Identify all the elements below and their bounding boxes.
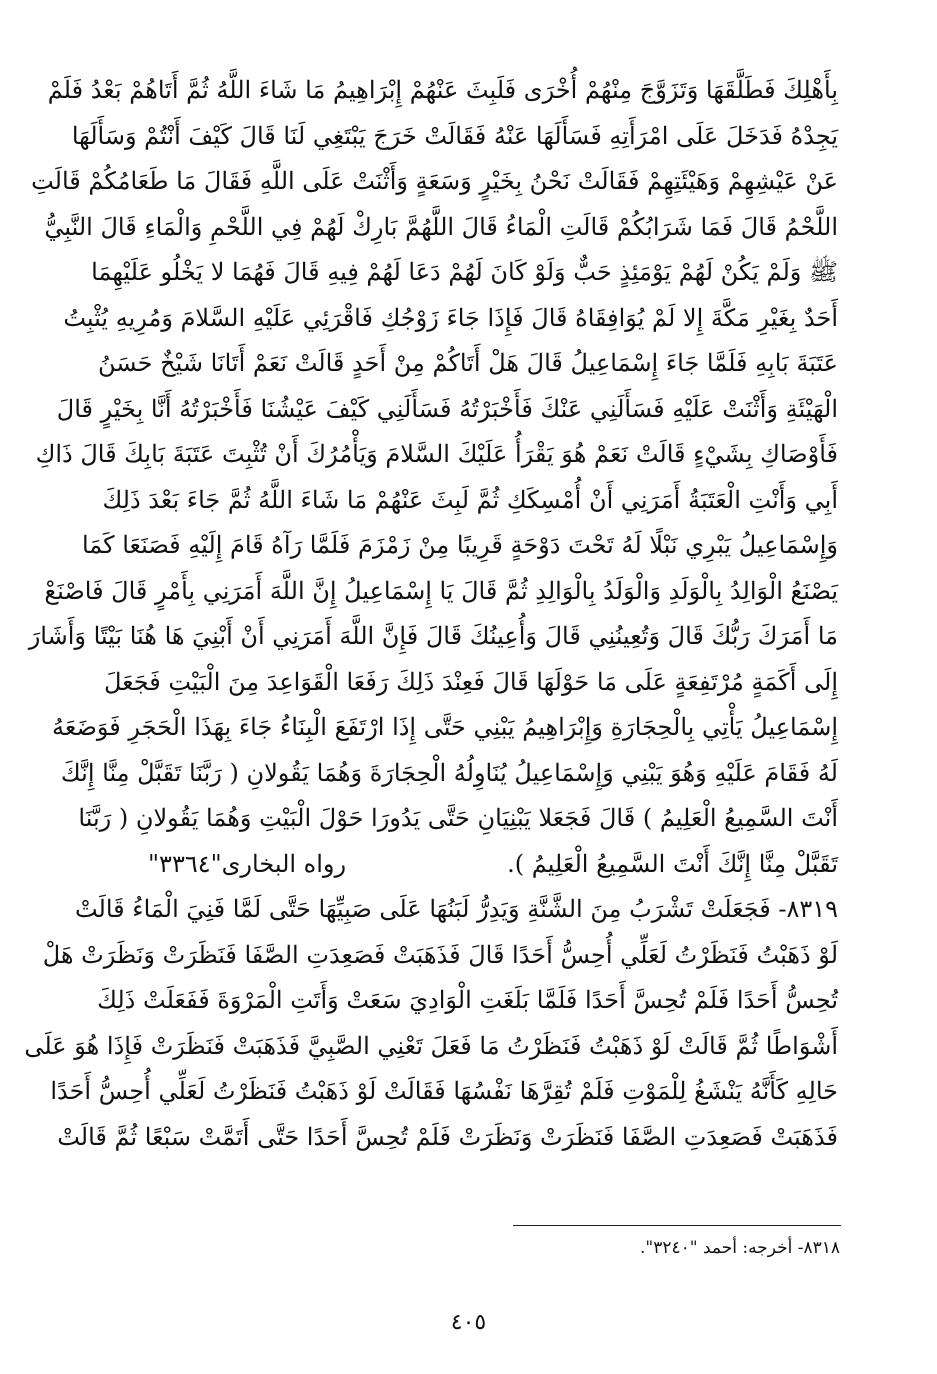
body-text <box>24 68 838 1160</box>
text-line: حَالِهِ كَأَنَّهُ يَنْشَغُ لِلْمَوْتِ فَلَمْ تُقِرَّهَا نَفْسُهَا فَقَالَتْ لَوْ ذَهَبْتُ فَنَظَرْتُ لَعَلِّي أُحِسُّ أَحَدًا <box>50 1077 838 1105</box>
text-line: ﷺ وَلَمْ يَكُنْ لَهُمْ يَوْمَئِذٍ حَبٌّ وَلَوْ كَانَ لَهُمْ دَعَا لَهُمْ فِيهِ قَالَ فَهُمَا لا يَخْلُو عَلَيْهِمَا <box>91 258 838 286</box>
hadith-end-text: تَقَبَّلْ مِنَّا إِنَّكَ أَنْتَ السَّمِيعُ الْعَلِيمُ ). <box>507 849 838 878</box>
text-line: فَذَهَبَتْ فَصَعِدَتِ الصَّفَا فَنَظَرَتْ وَنَظَرَتْ فَلَمْ تُحِسَّ أَحَدًا حَتَّى أَتَمَّتْ سَبْعًا ثُمَّ قَالَتْ <box>57 1122 838 1151</box>
text-line: لَوْ ذَهَبْتُ فَنَظَرْتُ لَعَلِّي أُحِسُّ أَحَدًا قَالَ فَذَهَبَتْ فَصَعِدَتِ الصَّفَا فَنَظَرَتْ وَنَظَرَتْ هَلْ <box>42 940 838 969</box>
text-line: اللَّحْمُ قَالَ فَمَا شَرَابُكُمْ قَالَتِ الْمَاءُ قَالَ اللَّهُمَّ بَارِكْ لَهُمْ فِي اللَّحْمِ وَالْمَاءِ قَالَ النَّبِيُّ <box>44 212 838 241</box>
text-line: يَصْنَعُ الْوَالِدُ بِالْوَلَدِ وَالْوَلَدُ بِالْوَالِدِ ثُمَّ قَالَ يَا إِسْمَاعِيلُ إِنَّ اللَّهَ أَمَرَنِي بِأَمْرٍ قَالَ فَاصْنَعْ <box>44 576 838 605</box>
text-line: لَهُ فَقَامَ عَلَيْهِ وَهُوَ يَبْنِي وَإِسْمَاعِيلُ يُنَاوِلُهُ الْحِجَارَةَ وَهُمَا يَقُولانِ ( رَبَّنَا تَقَبَّلْ مِنَّا إِنَّكَ <box>60 758 838 787</box>
footnote-divider <box>513 1225 841 1226</box>
text-line: أَبِي وَأَنْتِ الْعَتَبَةُ أَمَرَنِي أَنْ أُمْسِكَكِ ثُمَّ لَبِثَ عَنْهُمْ مَا شَاءَ اللَّهُ ثُمَّ جَاءَ بَعْدَ ذَلِكَ <box>102 485 838 514</box>
text-line: مَا أَمَرَكَ رَبُّكَ قَالَ وَتُعِينُنِي قَالَ وَأُعِينُكَ قَالَ فَإِنَّ اللَّهَ أَمَرَنِي أَنْ أَبْنِيَ هَا هُنَا بَيْتًا وَأَشَارَ <box>28 622 838 650</box>
text-line: ٨٣١٩- فَجَعَلَتْ تَشْرَبُ مِنَ الشَّنَّةِ وَيَدِرُّ لَبَنُهَا عَلَى صَبِيِّهَا حَتَّى لَمَّا فَنِيَ الْمَاءُ قَالَتْ <box>74 895 838 923</box>
text-line: أَحَدٌ بِغَيْرِ مَكَّةَ إِلا لَمْ يُوَافِقَاهُ قَالَ فَإِذَا جَاءَ زَوْجُكِ فَاقْرَئِي عَلَيْهِ السَّلامَ وَمُرِيهِ يُثْبِتُ <box>63 303 838 332</box>
text-line: بِأَهْلِكَ فَطَلَّقَهَا وَتَزَوَّجَ مِنْهُمْ أُخْرَى فَلَبِثَ عَنْهُمْ إِبْرَاهِيمُ مَا شَاءَ اللَّهُ ثُمَّ أَتَاهُمْ بَعْدُ فَلَمْ <box>47 76 838 104</box>
text-line: تُحِسُّ أَحَدًا فَلَمْ تُحِسَّ أَحَدًا فَلَمَّا بَلَغَتِ الْوَادِيَ سَعَتْ وَأَتَتِ الْمَرْوَةَ فَفَعَلَتْ ذَلِكَ <box>97 986 838 1014</box>
text-line: إِلَى أَكَمَةٍ مُرْتَفِعَةٍ عَلَى مَا حَوْلَهَا قَالَ فَعِنْدَ ذَلِكَ رَفَعَا الْقَوَاعِدَ مِنَ الْبَيْتِ فَجَعَلَ <box>104 667 838 696</box>
text-line: عَنْ عَيْشِهِمْ وَهَيْئَتِهِمْ فَقَالَتْ نَحْنُ بِخَيْرٍ وَسَعَةٍ وَأَثْنَتْ عَلَى اللَّهِ فَقَالَ مَا طَعَامُكُمْ قَالَتِ <box>31 167 838 195</box>
footnote: ٨٣١٨- أخرجه: أحمد "٣٢٤٠". <box>639 1238 840 1258</box>
text-line: فَأَوْصَاكِ بِشَيْءٍ قَالَتْ نَعَمْ هُوَ يَقْرَأُ عَلَيْكَ السَّلامَ وَيَأْمُرُكَ أَنْ تُثْبِتَ عَتَبَةَ بَابِكَ قَالَ ذَاكِ <box>35 440 838 468</box>
text-line: يَجِدْهُ فَدَخَلَ عَلَى امْرَأَتِهِ فَسَأَلَهَا عَنْهُ فَقَالَتْ خَرَجَ يَبْتَغِي لَنَا قَالَ كَيْفَ أَنْتُمْ وَسَأَلَهَا <box>71 121 838 150</box>
hadith-citation: رواه البخارى"٣٣٦٤" <box>148 849 347 878</box>
page-number: ٤٠٥ <box>450 1310 487 1335</box>
text-line: أَنْتَ السَّمِيعُ الْعَلِيمُ ) قَالَ فَجَعَلا يَبْنِيَانِ حَتَّى يَدُورَا حَوْلَ الْبَيْتِ وَهُمَا يَقُولانِ ( رَبَّنَا <box>78 804 838 832</box>
text-line: إِسْمَاعِيلُ يَأْتِي بِالْحِجَارَةِ وَإِبْرَاهِيمُ يَبْنِي حَتَّى إِذَا ارْتَفَعَ الْبِنَاءُ جَاءَ بِهَذَا الْحَجَرِ فَوَضَعَهُ <box>52 713 838 741</box>
text-line: الْهَيْئَةِ وَأَثْنَتْ عَلَيْهِ فَسَأَلَنِي عَنْكَ فَأَخْبَرْتُهُ فَسَأَلَنِي كَيْفَ عَيْشُنَا فَأَخْبَرْتُهُ أَنَّا بِخَيْرٍ قَالَ <box>56 394 838 423</box>
text-line: أَشْوَاطًا ثُمَّ قَالَتْ لَوْ ذَهَبْتُ فَنَظَرْتُ مَا فَعَلَ تَعْنِي الصَّبِيَّ فَذَهَبَتْ فَنَظَرَتْ فَإِذَا هُوَ عَلَى <box>24 1031 838 1060</box>
hadith-end-line <box>118 842 838 888</box>
text-line: عَتَبَةَ بَابِهِ فَلَمَّا جَاءَ إِسْمَاعِيلُ قَالَ هَلْ أَتَاكُمْ مِنْ أَحَدٍ قَالَتْ نَعَمْ أَتَانَا شَيْخٌ حَسَنُ <box>97 349 838 377</box>
text-line: وَإِسْمَاعِيلُ يَبْرِي نَبْلًا لَهُ تَحْتَ دَوْحَةٍ قَرِيبًا مِنْ زَمْزَمَ فَلَمَّا رَآهُ قَامَ إِلَيْهِ فَصَنَعَا كَمَا <box>81 531 838 559</box>
